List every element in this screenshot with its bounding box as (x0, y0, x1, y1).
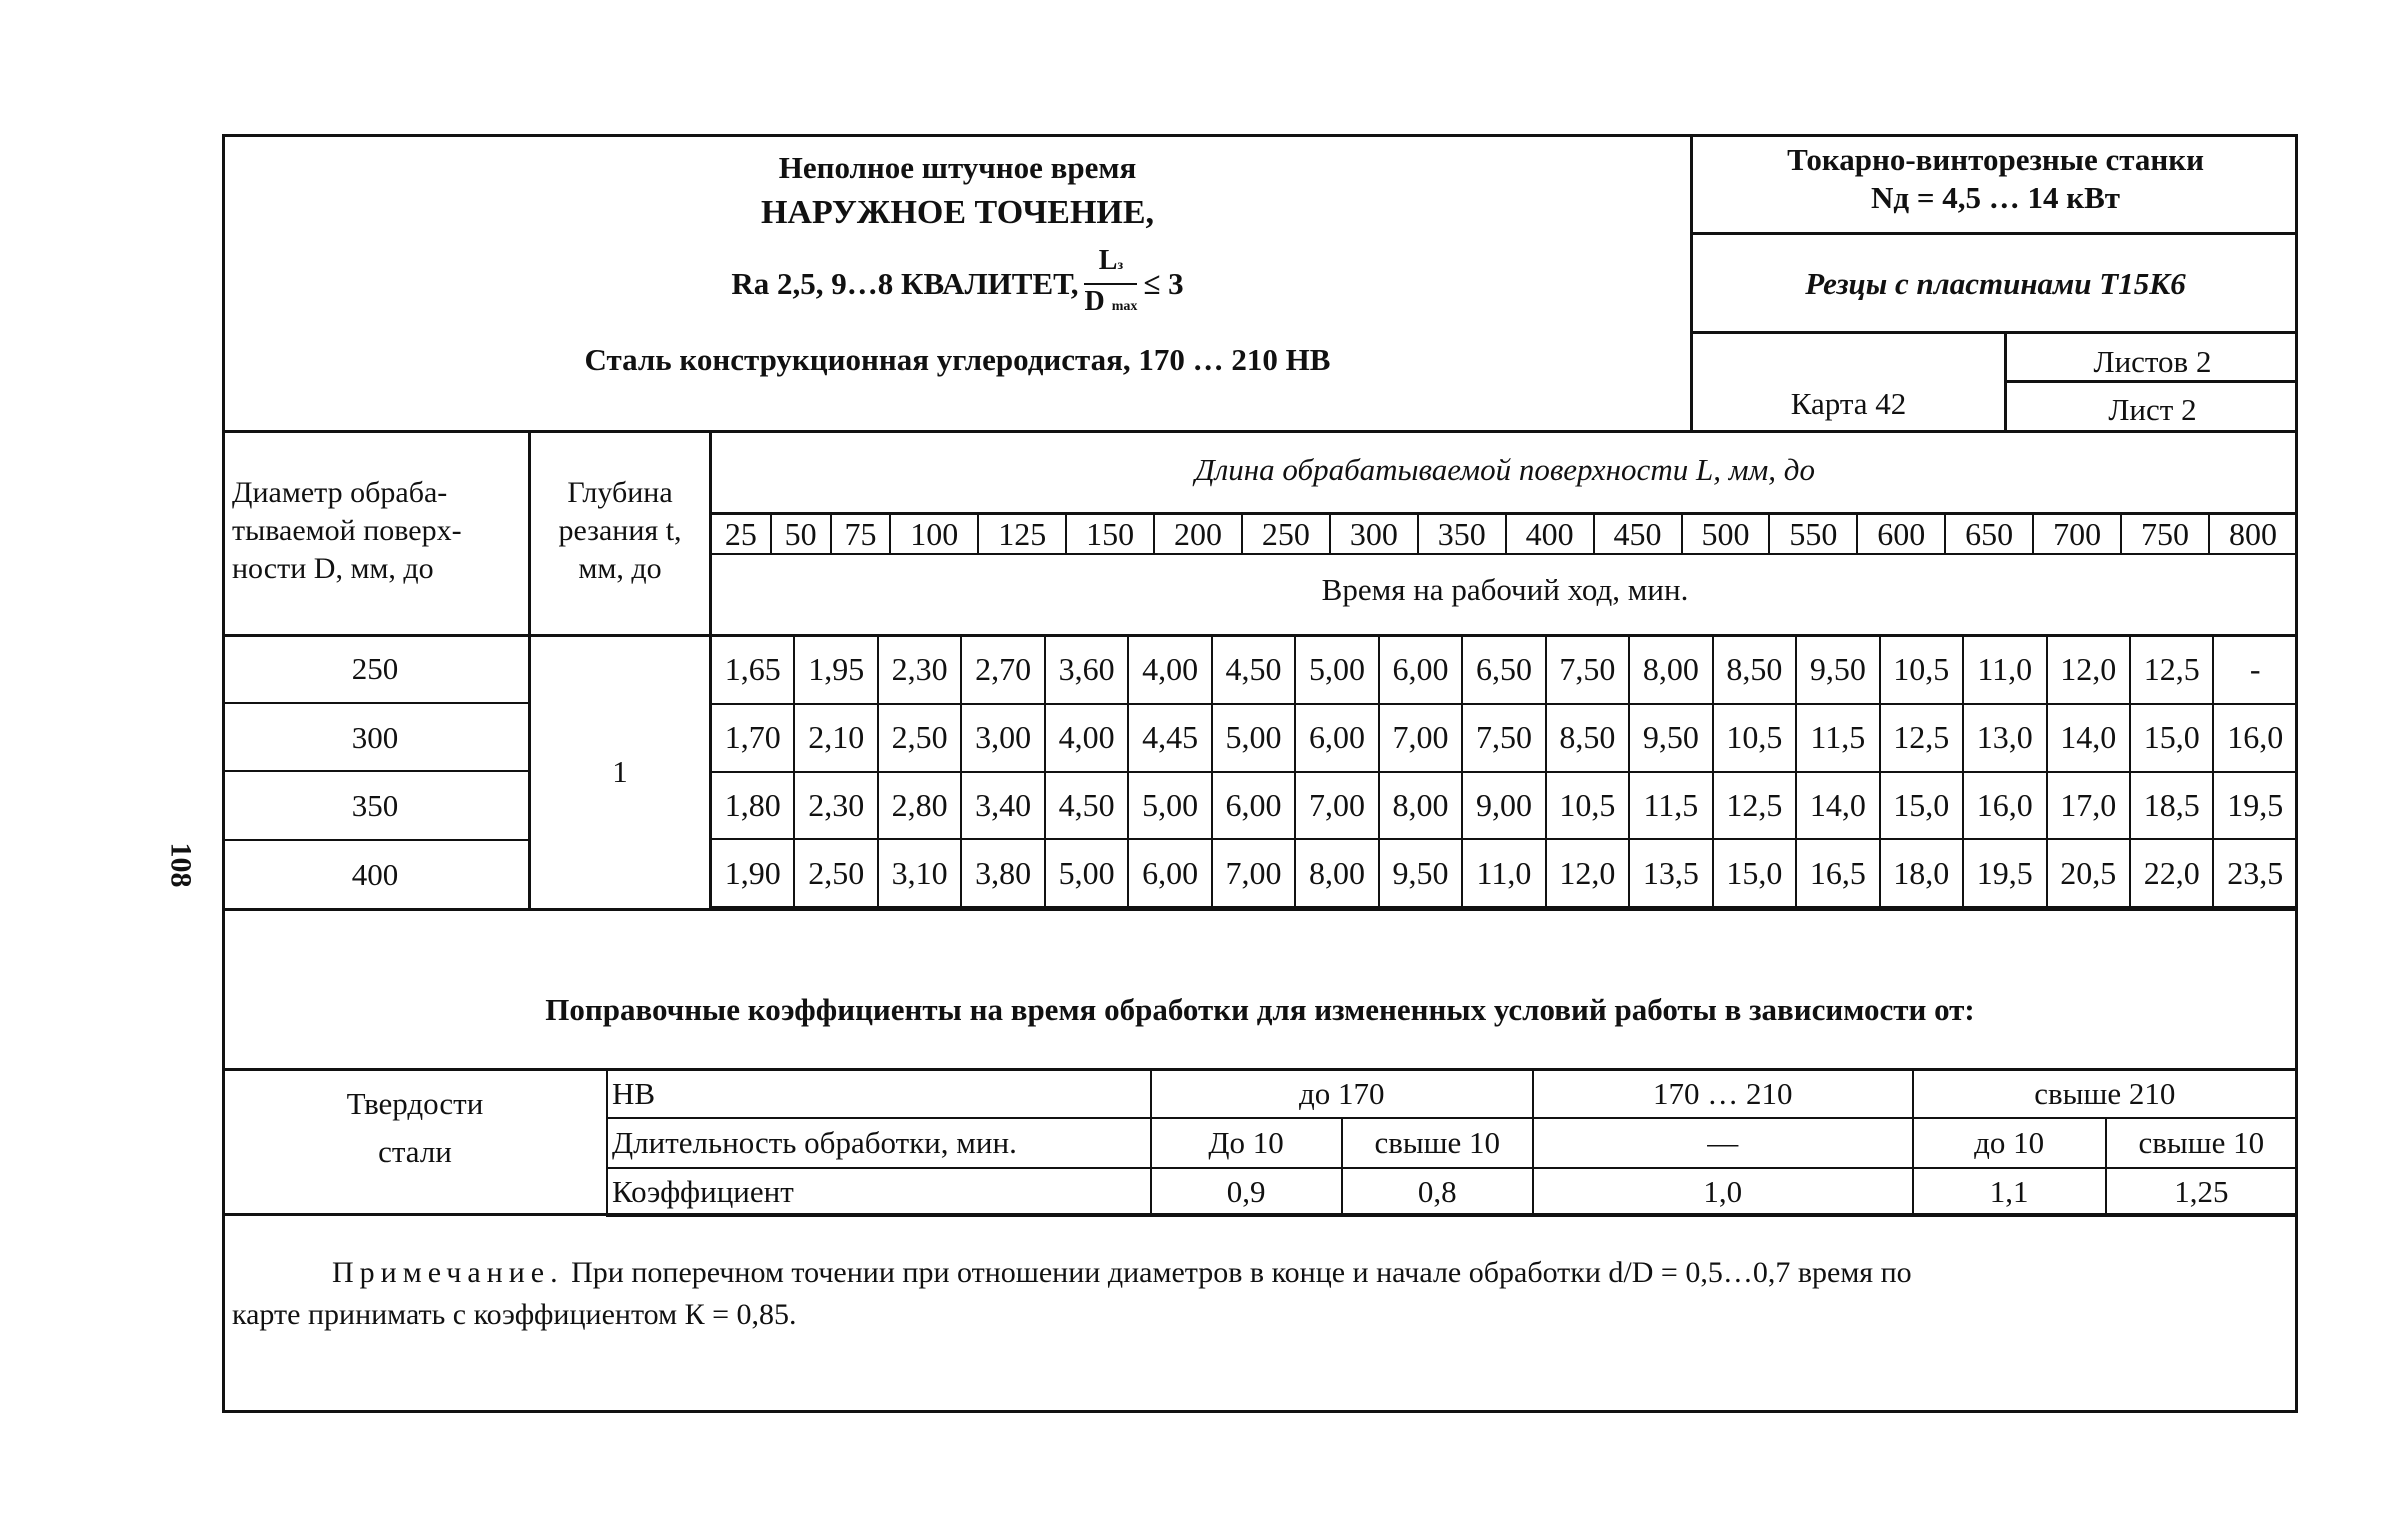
depth-header (531, 474, 709, 588)
coef-cell: 1,0 (1533, 1168, 1913, 1216)
time-cell: 5,00 (1212, 704, 1295, 772)
time-cell: 12,5 (1880, 704, 1963, 772)
time-cell: 6,50 (1462, 636, 1545, 704)
coef-cell: 1,25 (2106, 1168, 2297, 1216)
length-cell: 125 (978, 514, 1066, 554)
time-cell: 13,0 (1963, 704, 2046, 772)
length-cell: 250 (1242, 514, 1330, 554)
time-cell: 2,80 (878, 772, 961, 840)
diameter-header-line: тываемой поверх- (232, 514, 462, 547)
time-cell: 20,5 (2047, 839, 2130, 907)
time-cell: 1,70 (711, 704, 794, 772)
title-line2: НАРУЖНОЕ ТОЧЕНИЕ, (760, 194, 1155, 231)
duration-cell: — (1533, 1118, 1913, 1168)
time-header: Время на рабочий ход, мин. (1321, 572, 1689, 607)
time-cell: 3,10 (878, 839, 961, 907)
coef-cell: 1,1 (1913, 1168, 2106, 1216)
length-values-row (710, 513, 2298, 555)
row-rule (222, 1213, 2298, 1216)
time-cell: 1,95 (794, 636, 877, 704)
header-rule (1690, 331, 2298, 334)
hardness-label-line: стали (378, 1134, 452, 1169)
length-cell: 700 (2033, 514, 2121, 554)
diameter-cell: 250 (222, 635, 528, 704)
diameter-header (232, 474, 528, 588)
time-cell: 16,0 (2213, 704, 2297, 772)
time-cell: 19,5 (2213, 772, 2297, 840)
time-cell: 11,5 (1629, 772, 1712, 840)
length-cell: 75 (831, 514, 891, 554)
title-line3 (225, 246, 1690, 322)
time-cell: 15,0 (1713, 839, 1796, 907)
frac-den-sub: max (1111, 299, 1138, 314)
time-cell: 12,0 (1546, 839, 1629, 907)
depth-value: 1 (612, 754, 628, 789)
ratio-fraction (1084, 244, 1137, 324)
time-cell: 4,50 (1212, 636, 1295, 704)
sheet-number: Лист 2 (2108, 392, 2197, 427)
card-label: Карта 42 (1790, 386, 1907, 421)
time-cell: 16,0 (1963, 772, 2046, 840)
note-label: Примечание. (332, 1256, 564, 1289)
time-cell: 15,0 (1880, 772, 1963, 840)
time-cell: 2,10 (794, 704, 877, 772)
time-cell: 3,60 (1045, 636, 1128, 704)
length-cell: 650 (1945, 514, 2033, 554)
hardness-label (225, 1080, 605, 1176)
time-cell: 5,00 (1128, 772, 1211, 840)
duration-cell: до 10 (1913, 1118, 2106, 1168)
depth-header-line: Глубина (567, 476, 673, 509)
time-cell: 14,0 (2047, 704, 2130, 772)
time-cell: 6,00 (1379, 636, 1462, 704)
time-cell: 4,50 (1045, 772, 1128, 840)
table-row (711, 636, 2297, 704)
duration-cell: свыше 10 (1342, 1118, 1533, 1168)
time-cell: 7,00 (1295, 772, 1378, 840)
header-rule (2004, 380, 2298, 383)
time-cell: 5,00 (1295, 636, 1378, 704)
time-cell: 18,5 (2130, 772, 2213, 840)
note (232, 1252, 2282, 1336)
hb-range: до 170 (1151, 1070, 1533, 1118)
time-cell: 8,00 (1629, 636, 1712, 704)
diameter-column (222, 635, 528, 909)
sheets-total: Листов 2 (2093, 344, 2212, 379)
length-cell: 800 (2209, 514, 2297, 554)
time-cell: 9,50 (1379, 839, 1462, 907)
table-row (711, 839, 2297, 907)
time-cell: 2,30 (878, 636, 961, 704)
diameter-cell: 400 (351, 856, 399, 892)
length-cell: 400 (1506, 514, 1594, 554)
time-cell: 1,65 (711, 636, 794, 704)
length-cell: 25 (711, 514, 771, 554)
correction-table (606, 1069, 2298, 1217)
time-cell: 12,5 (2130, 636, 2213, 704)
frac-den: D (1084, 286, 1105, 317)
time-cell: 12,0 (2047, 636, 2130, 704)
machine-line1: Токарно-винторезные станки (1787, 142, 2204, 177)
depth-header-line: мм, до (578, 552, 662, 585)
time-cell: 2,50 (878, 704, 961, 772)
time-cell: 11,0 (1963, 636, 2046, 704)
time-cell: 14,0 (1796, 772, 1879, 840)
time-cell: 1,90 (711, 839, 794, 907)
header-bottom-rule (222, 430, 2298, 433)
time-cell: 6,00 (1128, 839, 1211, 907)
length-cell: 50 (771, 514, 831, 554)
header-rule (1690, 232, 2298, 235)
time-cell: 10,5 (1880, 636, 1963, 704)
time-values-table (710, 635, 2298, 908)
time-cell: 7,50 (1462, 704, 1545, 772)
duration-label: Длительность обработки, мин. (607, 1118, 1151, 1168)
time-cell: 1,80 (711, 772, 794, 840)
time-cell: 5,00 (1045, 839, 1128, 907)
frac-num: L (1098, 245, 1118, 276)
time-cell: 6,00 (1212, 772, 1295, 840)
time-cell: 11,5 (1796, 704, 1879, 772)
time-cell: 6,00 (1295, 704, 1378, 772)
time-cell: 4,45 (1128, 704, 1211, 772)
time-cell: 9,50 (1796, 636, 1879, 704)
note-text1: При поперечном точении при отношении диаметров в конце и начале обработки d/D = 0,5…0,7 время по (563, 1256, 1912, 1289)
time-cell: 7,50 (1546, 636, 1629, 704)
time-cell: 9,50 (1629, 704, 1712, 772)
title-line1: Неполное штучное время (778, 150, 1137, 185)
time-cell: 4,00 (1128, 636, 1211, 704)
time-cell: 8,50 (1546, 704, 1629, 772)
length-cell: 750 (2121, 514, 2209, 554)
time-cell: 19,5 (1963, 839, 2046, 907)
tool-label: Резцы с пластинами Т15К6 (1805, 266, 2186, 301)
time-cell: 9,00 (1462, 772, 1545, 840)
time-cell: 8,00 (1379, 772, 1462, 840)
length-cell: 600 (1857, 514, 1945, 554)
hb-range: 170 … 210 (1533, 1070, 1913, 1118)
duration-cell: До 10 (1151, 1118, 1342, 1168)
time-cell: 7,00 (1212, 839, 1295, 907)
length-cell: 500 (1682, 514, 1770, 554)
title-line3-suffix: ≤ 3 (1143, 266, 1184, 301)
diameter-cell: 350 (222, 772, 528, 841)
note-text2: карте принимать с коэффициентом К = 0,85. (232, 1298, 797, 1331)
time-cell: 22,0 (2130, 839, 2213, 907)
time-cell: 10,5 (1713, 704, 1796, 772)
time-cell: 23,5 (2213, 839, 2297, 907)
length-cell: 350 (1418, 514, 1506, 554)
hardness-label-line: Твердости (346, 1086, 484, 1121)
time-cell: 10,5 (1546, 772, 1629, 840)
machine-line2: Nд = 4,5 … 14 кВт (1871, 180, 2120, 215)
table-row (711, 772, 2297, 840)
time-cell: 2,50 (794, 839, 877, 907)
time-cell: 7,00 (1379, 704, 1462, 772)
correction-title: Поправочные коэффициенты на время обработки для измененных условий работы в зависимости от: (545, 992, 1975, 1027)
length-cell: 550 (1769, 514, 1857, 554)
time-cell: 13,5 (1629, 839, 1712, 907)
coef-cell: 0,9 (1151, 1168, 1342, 1216)
length-cell: 150 (1066, 514, 1154, 554)
length-cell: 450 (1594, 514, 1682, 554)
time-cell: 17,0 (2047, 772, 2130, 840)
time-cell: 12,5 (1713, 772, 1796, 840)
page-number: 108 (164, 842, 198, 888)
time-cell: - (2213, 636, 2297, 704)
diameter-header-line: ности D, мм, до (232, 552, 434, 585)
title-line4: Сталь конструкционная углеродистая, 170 … 210 НВ (584, 342, 1331, 377)
length-header: Длина обрабатываемой поверхности L, мм, до (1195, 452, 1815, 487)
time-cell: 15,0 (2130, 704, 2213, 772)
coef-label: Коэффициент (607, 1168, 1151, 1216)
table-row (711, 704, 2297, 772)
length-cell: 200 (1154, 514, 1242, 554)
hb-label: НВ (607, 1070, 1151, 1118)
time-cell: 8,00 (1295, 839, 1378, 907)
time-cell: 3,80 (961, 839, 1044, 907)
hb-range: свыше 210 (1913, 1070, 2297, 1118)
time-cell: 4,00 (1045, 704, 1128, 772)
time-cell: 2,30 (794, 772, 877, 840)
coef-cell: 0,8 (1342, 1168, 1533, 1216)
duration-cell: свыше 10 (2106, 1118, 2297, 1168)
time-cell: 11,0 (1462, 839, 1545, 907)
diameter-cell: 300 (222, 704, 528, 773)
diameter-header-line: Диаметр обраба- (232, 476, 448, 509)
length-cell: 300 (1330, 514, 1418, 554)
length-cell: 100 (890, 514, 978, 554)
time-cell: 18,0 (1880, 839, 1963, 907)
time-cell: 16,5 (1796, 839, 1879, 907)
time-cell: 3,00 (961, 704, 1044, 772)
time-cell: 8,50 (1713, 636, 1796, 704)
time-cell: 3,40 (961, 772, 1044, 840)
row-rule (222, 908, 2298, 911)
frac-num-sub: з (1117, 258, 1124, 273)
time-cell: 2,70 (961, 636, 1044, 704)
depth-header-line: резания t, (558, 514, 682, 547)
title-line3-prefix: Ra 2,5, 9…8 КВАЛИТЕТ, (731, 266, 1079, 301)
